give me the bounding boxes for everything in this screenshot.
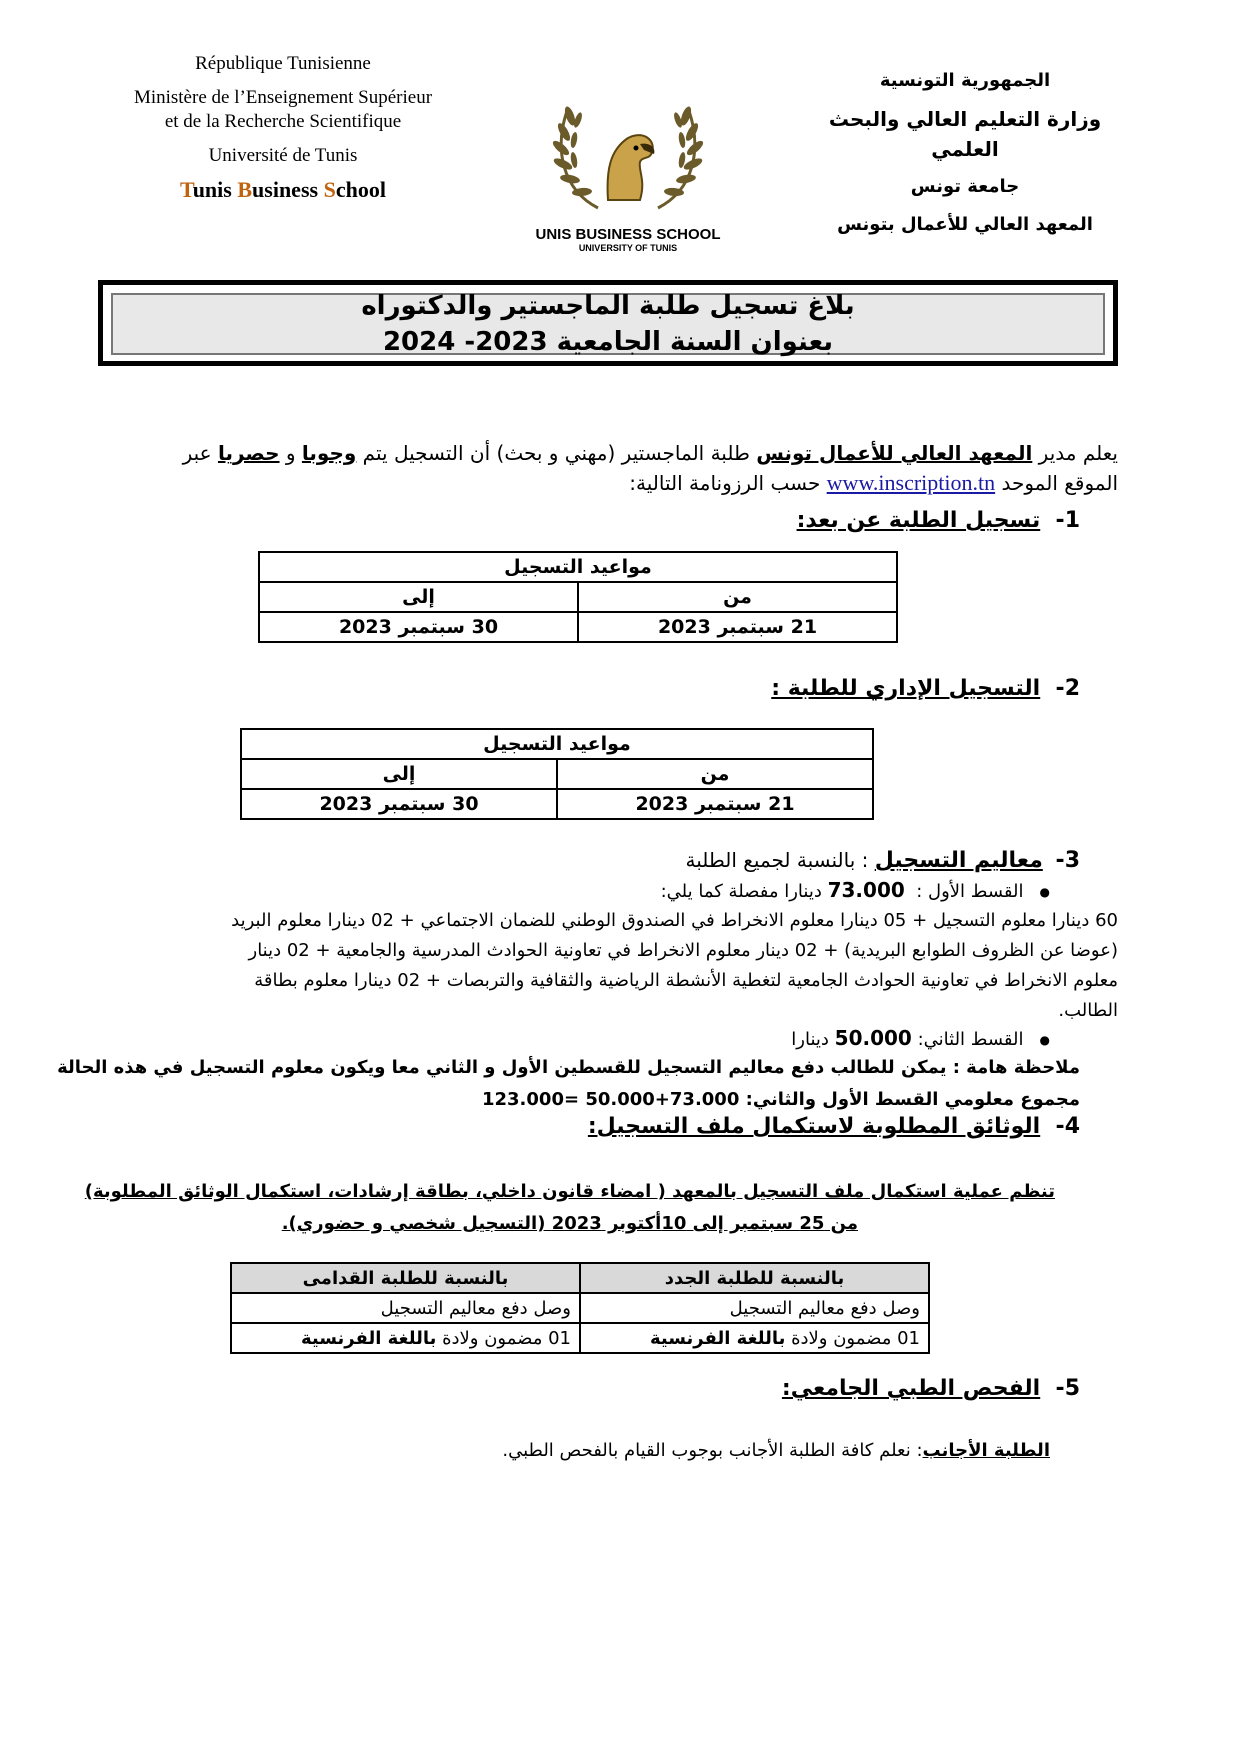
fee-details: [118, 906, 1118, 1026]
section2-schedule-table: [240, 728, 874, 820]
fee-detail-line: معلوم الانخراط في تعاونية الحوادث الجامعية لتغطية الأنشطة الرياضية والثقافية والتربصات + 02 دينارا معلوم بطاقة: [254, 970, 1118, 991]
section1-schedule-table: [258, 551, 898, 643]
fee-detail-line: 60 دينارا معلوم التسجيل + 05 دينارا معلوم الانخراط في الصندوق الوطني للضمان الاجتماعي + 02 دينارا معلوم البريد: [231, 910, 1118, 931]
school-logo: [528, 90, 728, 253]
fee-detail-line: الطالب.: [1058, 1000, 1118, 1021]
notice-line2: من 25 سبتمبر إلى 10أكتوبر 2023 (التسجيل شخصي و حضوري).: [281, 1213, 859, 1234]
section4-notice: [85, 1176, 1055, 1240]
new-doc-receipt: وصل دفع معاليم التسجيل: [580, 1293, 929, 1323]
from-date: 21 سبتمبر 2023: [578, 612, 897, 642]
fr-ministry-line1: Ministère de l’Enseignement Supérieur: [133, 87, 433, 108]
to-date: 30 سبتمبر 2023: [259, 612, 578, 642]
new-students-header: بالنسبة للطلبة الجدد: [580, 1263, 929, 1293]
section5-heading: 5- الفحص الطبي الجامعي:: [781, 1376, 1080, 1401]
old-doc-receipt: وصل دفع معاليم التسجيل: [231, 1293, 580, 1323]
header-ar-block: [800, 66, 1130, 240]
schedule-header: مواعيد التسجيل: [241, 729, 873, 759]
new-doc-birth-cert: 01 مضمون ولادة باللغة الفرنسية: [580, 1323, 929, 1353]
title-line2: بعنوان السنة الجامعية 2023- 2024: [382, 327, 834, 357]
fr-republic: République Tunisienne: [195, 53, 371, 74]
ar-republic: الجمهورية التونسية: [879, 70, 1051, 91]
ar-university: جامعة تونس: [910, 176, 1020, 197]
ar-ministry: وزارة التعليم العالي والبحث العلمي: [828, 107, 1102, 161]
to-date: 30 سبتمبر 2023: [241, 789, 557, 819]
header-fr-block: [88, 52, 478, 202]
from-date: 21 سبتمبر 2023: [557, 789, 873, 819]
notice-line1: تنظم عملية استكمال ملف التسجيل بالمعهد ( امضاء قانون داخلي، بطاقة إرشادات، استكمال الوثائق المطلوبة): [84, 1181, 1055, 1202]
from-label: من: [578, 582, 897, 612]
note-line2: مجموع معلومي القسط الأول والثاني: 73.000+50.000 =123.000: [481, 1089, 1080, 1110]
payment-note: [57, 1052, 1080, 1116]
to-label: إلى: [241, 759, 557, 789]
logo-subname: UNIVERSITY OF TUNIS: [578, 243, 678, 253]
note-line1: ملاحظة هامة : يمكن للطالب دفع معاليم التسجيل للقسطين الأول و الثاني معا ويكون معلوم التسجيل في هذه الحالة: [57, 1057, 1080, 1078]
fee-detail-line: (عوضا عن الظروف الطوابع البريدية) + 02 دينار معلوم الانخراط في تعاونية الحوادث المدرسية والجامعية + 02 دينار: [248, 940, 1118, 961]
inscription-link[interactable]: www.inscription.tn: [826, 470, 996, 495]
intro-paragraph: [118, 438, 1118, 498]
title-line1: بلاغ تسجيل طلبة الماجستير والدكتوراه: [361, 291, 855, 321]
old-students-header: بالنسبة للطلبة القدامى: [231, 1263, 580, 1293]
laurel-eagle-emblem: [528, 90, 728, 220]
ar-institute: المعهد العالي للأعمال بتونس: [837, 214, 1093, 235]
fr-ministry-line2: et de la Recherche Scientifique: [164, 111, 402, 132]
to-label: إلى: [259, 582, 578, 612]
second-installment: ● القسط الثاني: 50.000 دينارا: [791, 1026, 1050, 1050]
schedule-header: مواعيد التسجيل: [259, 552, 897, 582]
title-inner: [111, 293, 1105, 355]
section4-heading: 4- الوثائق المطلوبة لاستكمال ملف التسجيل:: [587, 1114, 1080, 1139]
intro-line1: يعلم مدير المعهد العالي للأعمال تونس طلبة الماجستير (مهني و بحث) أن التسجيل يتم وجوبا و حصريا عبر: [182, 441, 1118, 465]
school-name: Tunis Business School: [180, 177, 386, 202]
title-box: [98, 280, 1118, 366]
required-documents-table: [230, 1262, 930, 1354]
intro-line2: الموقع الموحد www.inscription.tn حسب الرزونامة التالية:: [629, 470, 1118, 495]
first-installment: ● القسط الأول : 73.000 دينارا مفصلة كما يلي:: [661, 878, 1050, 902]
foreign-students-note: الطلبة الأجانب: نعلم كافة الطلبة الأجانب بوجوب القيام بالفحص الطبي.: [502, 1440, 1050, 1461]
logo-name: UNIS BUSINESS SCHOOL: [535, 226, 721, 243]
section3-heading: 3- معاليم التسجيل : بالنسبة لجميع الطلبة: [685, 848, 1080, 873]
from-label: من: [557, 759, 873, 789]
fr-university: Université de Tunis: [208, 145, 358, 166]
old-doc-birth-cert: 01 مضمون ولادة باللغة الفرنسية: [231, 1323, 580, 1353]
section1-heading: 1- تسجيل الطلبة عن بعد:: [796, 508, 1080, 533]
section2-heading: 2- التسجيل الإداري للطلبة :: [771, 676, 1080, 701]
